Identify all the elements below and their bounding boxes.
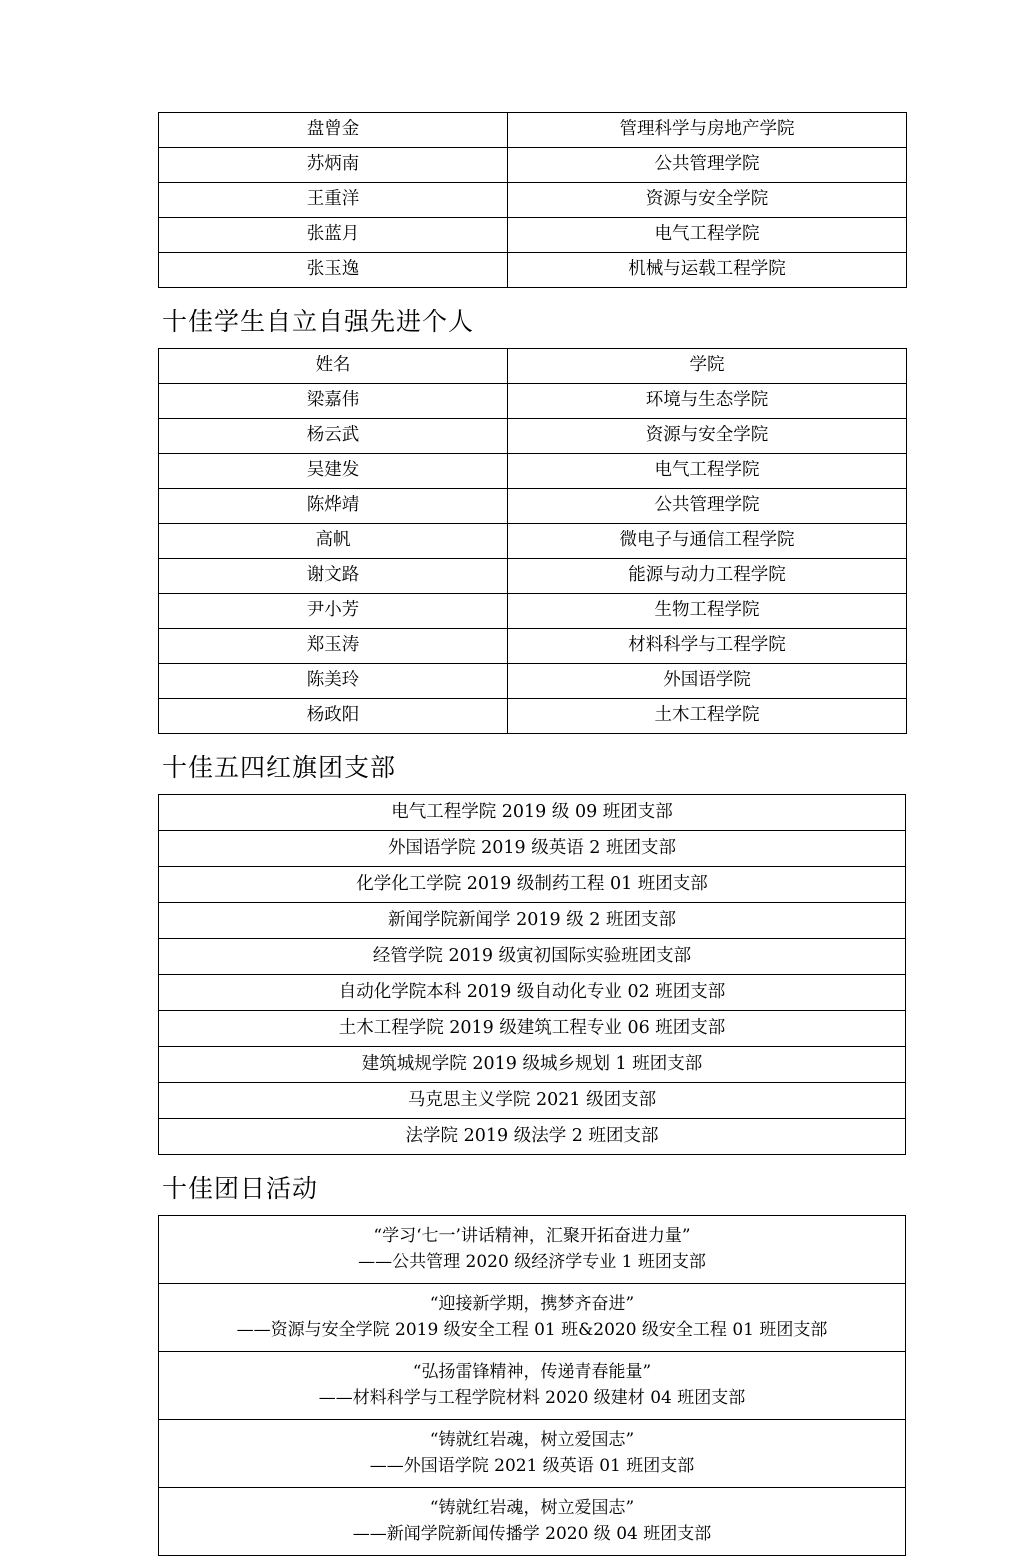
activity-branch: ——公共管理 2020 级经济学专业 1 班团支部 bbox=[358, 1251, 706, 1272]
student-college: 电气工程学院 bbox=[508, 454, 907, 489]
activity-title: “迎接新学期，携梦齐奋进” bbox=[429, 1294, 635, 1314]
activity-title: “铸就红岩魂，树立爱国志” bbox=[429, 1498, 635, 1518]
activity-cell bbox=[159, 1488, 906, 1556]
student-name: 陈美玲 bbox=[159, 664, 508, 699]
table-row bbox=[159, 867, 906, 903]
student-name: 盘曾金 bbox=[159, 113, 508, 148]
table-row bbox=[159, 664, 907, 699]
student-name: 王重洋 bbox=[159, 183, 508, 218]
student-name: 高帆 bbox=[159, 524, 508, 559]
table-row bbox=[159, 975, 906, 1011]
table-row bbox=[159, 594, 907, 629]
activity-branch: ——资源与安全学院 2019 级安全工程 01 班&2020 级安全工程 01 班团支部 bbox=[236, 1319, 828, 1340]
top-continuation-table bbox=[158, 112, 907, 288]
branch-name: 马克思主义学院 2021 级团支部 bbox=[159, 1083, 906, 1119]
table-row bbox=[159, 148, 907, 183]
branch-name: 新闻学院新闻学 2019 级 2 班团支部 bbox=[159, 903, 906, 939]
student-name: 谢文路 bbox=[159, 559, 508, 594]
activity-branch: ——材料科学与工程学院材料 2020 级建材 04 班团支部 bbox=[318, 1387, 746, 1408]
student-college: 机械与运载工程学院 bbox=[508, 253, 907, 288]
section-title-red-flag: 十佳五四红旗团支部 bbox=[162, 753, 397, 782]
table-row bbox=[159, 113, 907, 148]
student-college: 生物工程学院 bbox=[508, 594, 907, 629]
student-name: 杨政阳 bbox=[159, 699, 508, 734]
table-row bbox=[159, 1216, 906, 1284]
column-header-name: 姓名 bbox=[159, 349, 508, 384]
student-college: 能源与动力工程学院 bbox=[508, 559, 907, 594]
table-row bbox=[159, 629, 907, 664]
table-row bbox=[159, 489, 907, 524]
table-row bbox=[159, 419, 907, 454]
branch-name: 化学化工学院 2019 级制药工程 01 班团支部 bbox=[159, 867, 906, 903]
table-row bbox=[159, 1011, 906, 1047]
branch-name: 自动化学院本科 2019 级自动化专业 02 班团支部 bbox=[159, 975, 906, 1011]
activities-table bbox=[158, 1215, 906, 1556]
table-row bbox=[159, 559, 907, 594]
student-college: 公共管理学院 bbox=[508, 148, 907, 183]
table-row bbox=[159, 1284, 906, 1352]
branch-name: 土木工程学院 2019 级建筑工程专业 06 班团支部 bbox=[159, 1011, 906, 1047]
student-name: 吴建发 bbox=[159, 454, 508, 489]
table-row bbox=[159, 795, 906, 831]
student-name: 梁嘉伟 bbox=[159, 384, 508, 419]
student-name: 苏炳南 bbox=[159, 148, 508, 183]
branch-name: 外国语学院 2019 级英语 2 班团支部 bbox=[159, 831, 906, 867]
table-row bbox=[159, 1119, 906, 1155]
table-row bbox=[159, 1083, 906, 1119]
self-reliance-table bbox=[158, 348, 907, 734]
table-row bbox=[159, 524, 907, 559]
student-college: 土木工程学院 bbox=[508, 699, 907, 734]
student-college: 资源与安全学院 bbox=[508, 183, 907, 218]
student-name: 陈烨靖 bbox=[159, 489, 508, 524]
branch-name: 建筑城规学院 2019 级城乡规划 1 班团支部 bbox=[159, 1047, 906, 1083]
table-row bbox=[159, 699, 907, 734]
table-row bbox=[159, 903, 906, 939]
student-college: 外国语学院 bbox=[508, 664, 907, 699]
activity-cell bbox=[159, 1284, 906, 1352]
student-college: 微电子与通信工程学院 bbox=[508, 524, 907, 559]
student-name: 张蓝月 bbox=[159, 218, 508, 253]
activity-title: “弘扬雷锋精神，传递青春能量” bbox=[412, 1362, 652, 1382]
student-name: 杨云武 bbox=[159, 419, 508, 454]
student-name: 张玉逸 bbox=[159, 253, 508, 288]
activity-branch: ——外国语学院 2021 级英语 01 班团支部 bbox=[369, 1455, 695, 1476]
section-title-activities: 十佳团日活动 bbox=[162, 1174, 319, 1203]
table-row bbox=[159, 384, 907, 419]
table-header-row bbox=[159, 349, 907, 384]
column-header-college: 学院 bbox=[508, 349, 907, 384]
student-college: 资源与安全学院 bbox=[508, 419, 907, 454]
activity-cell bbox=[159, 1420, 906, 1488]
activity-cell bbox=[159, 1352, 906, 1420]
student-college: 管理科学与房地产学院 bbox=[508, 113, 907, 148]
table-row bbox=[159, 454, 907, 489]
table-row bbox=[159, 1352, 906, 1420]
activity-cell bbox=[159, 1216, 906, 1284]
activity-title: “铸就红岩魂，树立爱国志” bbox=[429, 1430, 635, 1450]
table-row bbox=[159, 253, 907, 288]
table-row bbox=[159, 183, 907, 218]
activity-title: “学习‘七一’讲话精神，汇聚开拓奋进力量” bbox=[373, 1226, 691, 1246]
table-row bbox=[159, 939, 906, 975]
table-row bbox=[159, 1420, 906, 1488]
activity-branch: ——新闻学院新闻传播学 2020 级 04 班团支部 bbox=[352, 1523, 712, 1544]
student-name: 尹小芳 bbox=[159, 594, 508, 629]
red-flag-table bbox=[158, 794, 906, 1155]
branch-name: 法学院 2019 级法学 2 班团支部 bbox=[159, 1119, 906, 1155]
student-college: 公共管理学院 bbox=[508, 489, 907, 524]
branch-name: 电气工程学院 2019 级 09 班团支部 bbox=[159, 795, 906, 831]
student-name: 郑玉涛 bbox=[159, 629, 508, 664]
table-row bbox=[159, 1488, 906, 1556]
student-college: 环境与生态学院 bbox=[508, 384, 907, 419]
table-row bbox=[159, 831, 906, 867]
table-row bbox=[159, 1047, 906, 1083]
branch-name: 经管学院 2019 级寅初国际实验班团支部 bbox=[159, 939, 906, 975]
student-college: 电气工程学院 bbox=[508, 218, 907, 253]
section-title-self-reliance: 十佳学生自立自强先进个人 bbox=[162, 307, 475, 336]
student-college: 材料科学与工程学院 bbox=[508, 629, 907, 664]
table-row bbox=[159, 218, 907, 253]
